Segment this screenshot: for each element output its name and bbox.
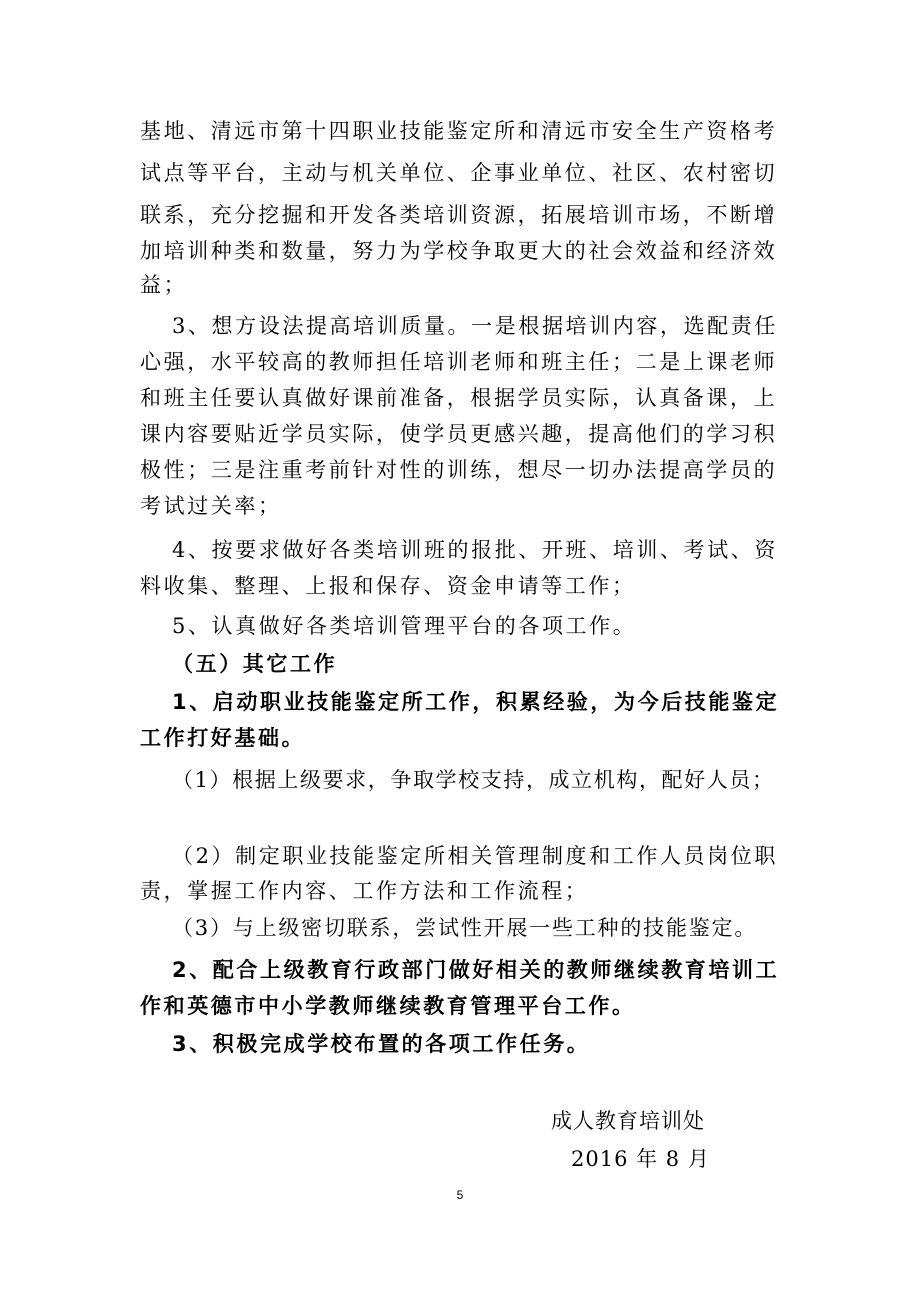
text-line: 作和英德市中小学教师继续教育管理平台工作。 <box>140 994 636 1018</box>
item-2-start: 2、配合上级教育行政部门做好相关的教师继续教育培训工 <box>172 958 780 982</box>
text-line: 料收集、整理、上报和保存、资金申请等工作； <box>140 574 636 598</box>
signature-department: 成人教育培训处 <box>551 1109 705 1133</box>
text-line: 试点等平台，主动与机关单位、企事业单位、社区、农村密切 <box>140 161 778 185</box>
text-line: 责，掌握工作内容、工作方法和工作流程； <box>140 879 589 903</box>
item-1-start: 1、启动职业技能鉴定所工作，积累经验，为今后技能鉴定 <box>172 690 780 714</box>
text-line: 课内容要贴近学员实际，使学员更感兴趣，提高他们的学习积 <box>140 422 778 446</box>
text-line: 心强，水平较高的教师担任培训老师和班主任；二是上课老师 <box>140 350 778 374</box>
sub-item-2-start: （2）制定职业技能鉴定所相关管理制度和工作人员岗位职 <box>172 844 778 868</box>
signature-date: 2016 年 8 月 <box>571 1147 710 1171</box>
text-line: 工作打好基础。 <box>140 726 306 750</box>
item-3: 3、积极完成学校布置的各项工作任务。 <box>172 1032 591 1056</box>
sub-item-3: （3）与上级密切联系，尝试性开展一些工种的技能鉴定。 <box>172 916 758 940</box>
text-line: 极性；三是注重考前针对性的训练，想尽一切办法提高学员的 <box>140 458 778 482</box>
paragraph-3-start: 3、想方设法提高培训质量。一是根据培训内容，选配责任 <box>172 314 778 338</box>
section-heading: （五）其它工作 <box>172 652 338 676</box>
page-number: 5 <box>456 1188 464 1202</box>
text-line: 益； <box>140 273 188 297</box>
text-line: 联系，充分挖掘和开发各类培训资源，拓展培训市场，不断增 <box>140 203 778 227</box>
text-line: 考试过关率； <box>140 494 282 518</box>
text-line: 加培训种类和数量，努力为学校争取更大的社会效益和经济效 <box>140 239 778 263</box>
text-line: 和班主任要认真做好课前准备，根据学员实际，认真备课，上 <box>140 386 778 410</box>
text-line: 基地、清远市第十四职业技能鉴定所和清远市安全生产资格考 <box>140 119 778 143</box>
paragraph-4-start: 4、按要求做好各类培训班的报批、开班、培训、考试、资 <box>172 538 778 562</box>
paragraph-5: 5、认真做好各类培训管理平台的各项工作。 <box>172 614 637 638</box>
sub-item-1: （1）根据上级要求，争取学校支持，成立机构，配好人员； <box>172 768 775 792</box>
